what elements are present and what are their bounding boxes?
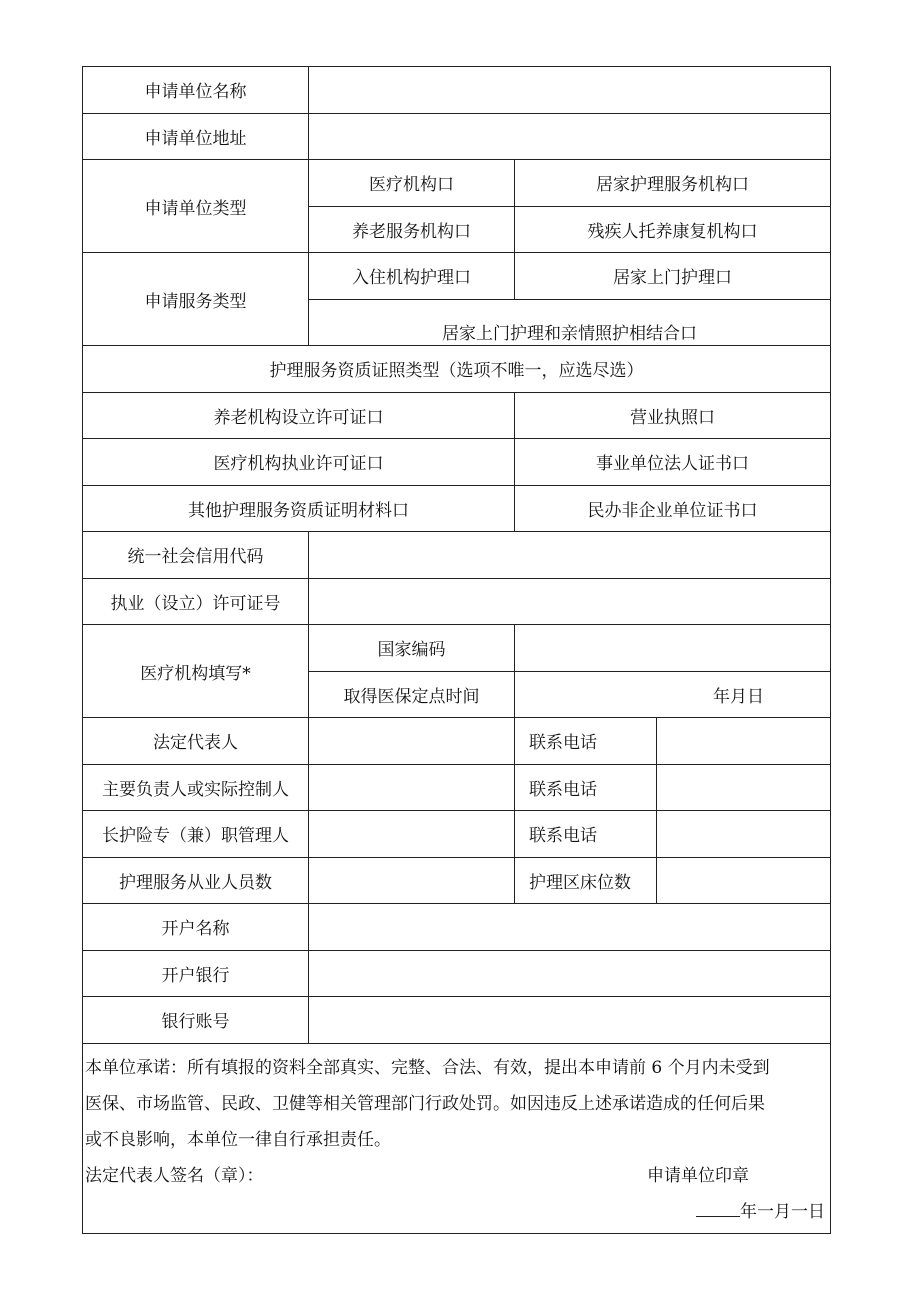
service-type-home-visit-checkbox[interactable]: 居家上门护理口 (515, 253, 831, 300)
unit-type-home-care-checkbox[interactable]: 居家护理服务机构口 (515, 160, 831, 207)
ltc-manager-field[interactable] (309, 811, 515, 858)
service-type-label: 申请服务类型 (83, 253, 309, 346)
legal-rep-phone-label: 联系电话 (515, 718, 657, 765)
row-license-1 (83, 392, 831, 439)
pledge-line-3: 或不良影响，本单位一律自行承担责任。 (85, 1129, 391, 1150)
bank-label: 开户银行 (83, 950, 309, 997)
row-account-no (83, 997, 831, 1044)
principal-phone-field[interactable] (657, 764, 831, 811)
ltc-manager-label: 长护险专（兼）职管理人 (83, 811, 309, 858)
unit-name-label: 申请单位名称 (83, 67, 309, 114)
row-staff (83, 857, 831, 904)
national-code-label: 国家编码 (309, 625, 515, 672)
row-service-type-1 (83, 253, 831, 300)
license-header: 护理服务资质证照类型（选项不唯一，应选尽选） (83, 346, 831, 393)
row-license-2 (83, 439, 831, 486)
license-other-checkbox[interactable]: 其他护理服务资质证明材料口 (83, 485, 515, 532)
bank-field[interactable] (309, 950, 831, 997)
license-medical-practice-checkbox[interactable]: 医疗机构执业许可证口 (83, 439, 515, 486)
unit-address-label: 申请单位地址 (83, 113, 309, 160)
application-form (82, 66, 831, 1234)
ltc-manager-phone-label: 联系电话 (515, 811, 657, 858)
unit-address-field[interactable] (309, 113, 831, 160)
credit-code-field[interactable] (309, 532, 831, 579)
row-principal (83, 764, 831, 811)
legal-rep-phone-field[interactable] (657, 718, 831, 765)
principal-phone-label: 联系电话 (515, 764, 657, 811)
row-unit-type-1 (83, 160, 831, 207)
principal-label: 主要负责人或实际控制人 (83, 764, 309, 811)
account-name-field[interactable] (309, 904, 831, 951)
beds-field[interactable] (657, 857, 831, 904)
unit-type-elderly-checkbox[interactable]: 养老服务机构口 (309, 206, 515, 253)
row-account-name (83, 904, 831, 951)
insurance-date-field[interactable]: 年月日 (515, 671, 831, 718)
row-ltc-manager (83, 811, 831, 858)
signature-row (85, 1158, 827, 1194)
pledge-date-text: 年一月一日 (740, 1201, 825, 1222)
unit-type-medical-checkbox[interactable]: 医疗机构口 (309, 160, 515, 207)
credit-code-label: 统一社会信用代码 (83, 532, 309, 579)
service-type-institution-checkbox[interactable]: 入住机构护理口 (309, 253, 515, 300)
service-type-combined-checkbox[interactable]: 居家上门护理和亲情照护相结合口 (309, 299, 831, 346)
staff-count-label: 护理服务从业人员数 (83, 857, 309, 904)
row-medical-1 (83, 625, 831, 672)
license-elderly-permit-checkbox[interactable]: 养老机构设立许可证口 (83, 392, 515, 439)
row-credit-code (83, 532, 831, 579)
account-name-label: 开户名称 (83, 904, 309, 951)
account-no-field[interactable] (309, 997, 831, 1044)
row-legal-rep (83, 718, 831, 765)
row-license-3 (83, 485, 831, 532)
national-code-field[interactable] (515, 625, 831, 672)
medical-label: 医疗机构填写* (83, 625, 309, 718)
unit-seal-label: 申请单位印章 (647, 1165, 749, 1186)
beds-label: 护理区床位数 (515, 857, 657, 904)
pledge-date[interactable] (85, 1194, 827, 1230)
row-pledge (83, 1043, 831, 1234)
unit-name-field[interactable] (309, 67, 831, 114)
practice-license-label: 执业（设立）许可证号 (83, 578, 309, 625)
principal-field[interactable] (309, 764, 515, 811)
row-unit-address (83, 113, 831, 160)
pledge-line-1: 本单位承诺：所有填报的资料全部真实、完整、合法、有效，提出本申请前 6 个月内未受到 (85, 1057, 770, 1078)
unit-type-disabled-checkbox[interactable]: 残疾人托养康复机构口 (515, 206, 831, 253)
unit-type-label: 申请单位类型 (83, 160, 309, 253)
license-private-nonenterprise-checkbox[interactable]: 民办非企业单位证书口 (515, 485, 831, 532)
legal-rep-signature-label: 法定代表人签名（章）： (85, 1165, 264, 1186)
staff-count-field[interactable] (309, 857, 515, 904)
legal-rep-field[interactable] (309, 718, 515, 765)
license-public-institution-checkbox[interactable]: 事业单位法人证书口 (515, 439, 831, 486)
legal-rep-label: 法定代表人 (83, 718, 309, 765)
row-unit-name (83, 67, 831, 114)
insurance-time-label: 取得医保定点时间 (309, 671, 515, 718)
ltc-manager-phone-field[interactable] (657, 811, 831, 858)
practice-license-field[interactable] (309, 578, 831, 625)
pledge-line-2: 医保、市场监管、民政、卫健等相关管理部门行政处罚。如因违反上述承诺造成的任何后果 (85, 1093, 765, 1114)
license-business-checkbox[interactable]: 营业执照口 (515, 392, 831, 439)
pledge-cell (83, 1043, 831, 1234)
row-bank (83, 950, 831, 997)
row-license-header (83, 346, 831, 393)
row-practice-license (83, 578, 831, 625)
account-no-label: 银行账号 (83, 997, 309, 1044)
year-blank[interactable] (696, 1215, 740, 1217)
